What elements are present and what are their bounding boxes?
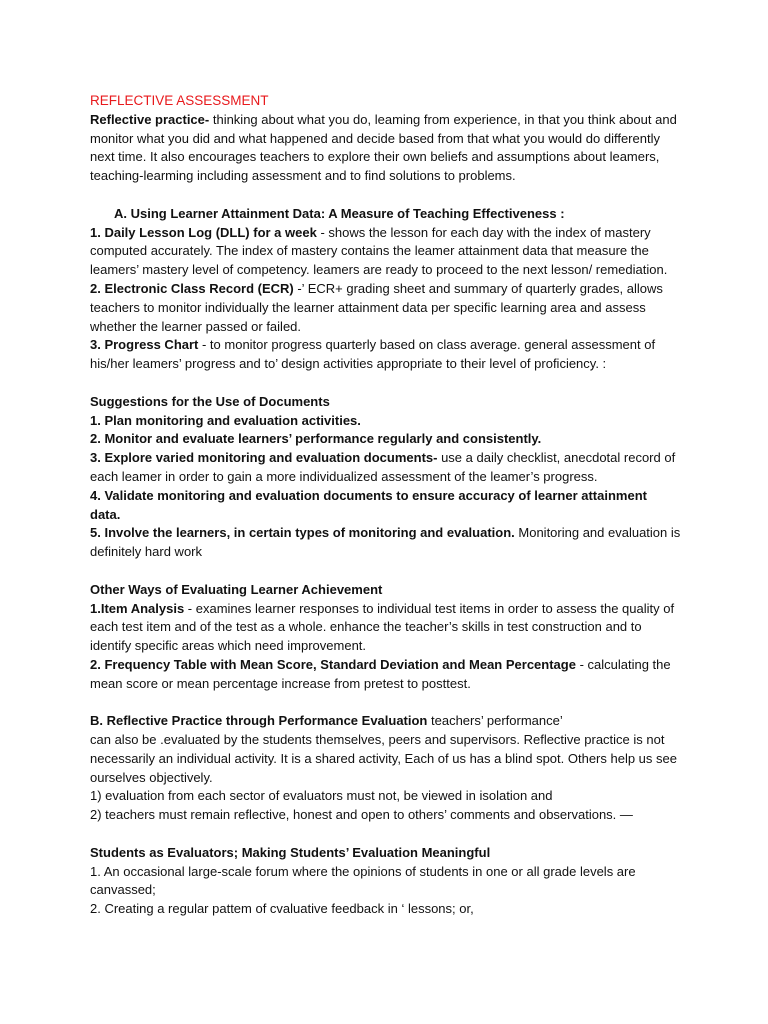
intro-text-line: thinking about what you do, leaming from experience, in that you think about and [209, 111, 677, 127]
suggestion-text-line: each leamer in order to gain a more individualized assessment of the leamer’s progress. [90, 468, 598, 484]
item-text-line: - calculating the [575, 656, 671, 672]
item-text-line: whether the learner passed or failed. [90, 318, 302, 334]
intro-text-line: next time. It also encourages teachers to explore their own beliefs and assumptions about leamers, [90, 149, 660, 165]
document-body [90, 92, 730, 919]
item-text-line: computed accurately. The index of mastery contains the leamer attainment data that measure the [90, 243, 649, 259]
suggestion-text-line: use a daily checklist, anecdotal record of [437, 450, 676, 466]
paragraph-gap [90, 825, 730, 844]
suggestion-item: 1. Plan monitoring and evaluation activities. [90, 412, 361, 428]
section-a-item-ecr [90, 280, 730, 336]
paragraph-gap [90, 374, 730, 393]
section-b-text-line: 1) evaluation from each sector of evaluators must not, be viewed in isolation and [90, 788, 553, 804]
item-text-line: - examines learner responses to individual test items in order to assess the quality of [184, 600, 675, 616]
item-label: 1.Item Analysis [90, 600, 185, 616]
students-heading: Students as Evaluators; Making Students’ Evaluation Meaningful [90, 844, 491, 860]
document-title: REFLECTIVE ASSESSMENT [90, 93, 269, 108]
suggestion-item: 2. Monitor and evaluate learners’ performance regularly and consistently. [90, 431, 542, 447]
intro-text-line: monitor what you did and what happened and decide based from that what you would do differently [90, 130, 660, 146]
other-ways-heading: Other Ways of Evaluating Learner Achievement [90, 581, 383, 597]
section-b-text-line: teachers’ performance’ [427, 713, 563, 729]
suggestion-text-line: Monitoring and evaluation is [514, 525, 681, 541]
section-b-text-line: ourselves objectively. [90, 769, 213, 785]
suggestion-item: 4. Validate monitoring and evaluation documents to ensure accuracy of learner attainment [90, 487, 647, 503]
students-text-line: 2. Creating a regular pattem of cvaluative feedback in ‘ lessons; or, [90, 901, 474, 917]
item-text-line: his/her leamers’ progress and to’ design activities appropriate to their level of proficiency. : [90, 356, 607, 372]
intro-text-line: teaching-learming including assessment and to find solutions to problems. [90, 168, 516, 184]
item-text-line: -’ ECR+ grading sheet and summary of quarterly grades, allows [293, 280, 663, 296]
students-text-line: 1. An occasional large-scale forum where the opinions of students in one or all grade levels are [90, 863, 636, 879]
item-label: 3. Progress Chart [90, 337, 199, 353]
intro-term: Reflective practice- [90, 111, 210, 127]
intro-paragraph [90, 111, 730, 186]
suggestion-item: data. [90, 506, 121, 522]
paragraph-gap [90, 186, 730, 205]
section-b-text-line: can also be .evaluated by the students themselves, peers and supervisors. Reflective practice is not [90, 732, 665, 748]
suggestions-section [90, 393, 730, 562]
item-text-line: identify specific areas which need improvement. [90, 638, 367, 654]
paragraph-gap [90, 694, 730, 713]
section-a-item-dll [90, 224, 730, 280]
item-text-line: teachers to monitor individually the learner attainment data per specific learning area and assess [90, 299, 646, 315]
item-label: 2. Electronic Class Record (ECR) [90, 280, 294, 296]
suggestion-label: 5. Involve the learners, in certain types of monitoring and evaluation. [90, 525, 515, 541]
item-text-line: leamers’ mastery level of competency. leamers are ready to proceed to the next lesson/ remediation. [90, 262, 668, 278]
item-label: 2. Frequency Table with Mean Score, Standard Deviation and Mean Percentage [90, 656, 576, 672]
suggestion-text-line: definitely hard work [90, 544, 202, 560]
item-text-line: - shows the lesson for each day with the index of mastery [316, 224, 651, 240]
section-b-text-line: 2) teachers must remain reflective, honest and open to others’ comments and observations. — [90, 807, 633, 823]
section-b-text-line: necessarily an individual activity. It is a shared activity, Each of us has a blind spot. Others help us see [90, 750, 677, 766]
suggestion-label: 3. Explore varied monitoring and evaluation documents- [90, 450, 438, 466]
section-b [90, 712, 730, 825]
section-a-heading: A. Using Learner Attainment Data: A Measure of Teaching Effectiveness : [114, 205, 565, 221]
item-text-line: each test item and of the test as a whole. enhance the teacher’s skills in test construction and to [90, 619, 642, 635]
students-section [90, 844, 730, 919]
section-b-heading: B. Reflective Practice through Performance Evaluation [90, 713, 428, 729]
section-a-item-progress-chart [90, 336, 730, 374]
item-text-line: - to monitor progress quarterly based on class average. general assessment of [198, 337, 656, 353]
other-ways-section [90, 581, 730, 694]
item-text-line: mean score or mean percentage increase from pretest to posttest. [90, 675, 471, 691]
students-text-line: canvassed; [90, 882, 156, 898]
item-label: 1. Daily Lesson Log (DLL) for a week [90, 224, 317, 240]
suggestions-heading: Suggestions for the Use of Documents [90, 393, 330, 409]
paragraph-gap [90, 562, 730, 581]
